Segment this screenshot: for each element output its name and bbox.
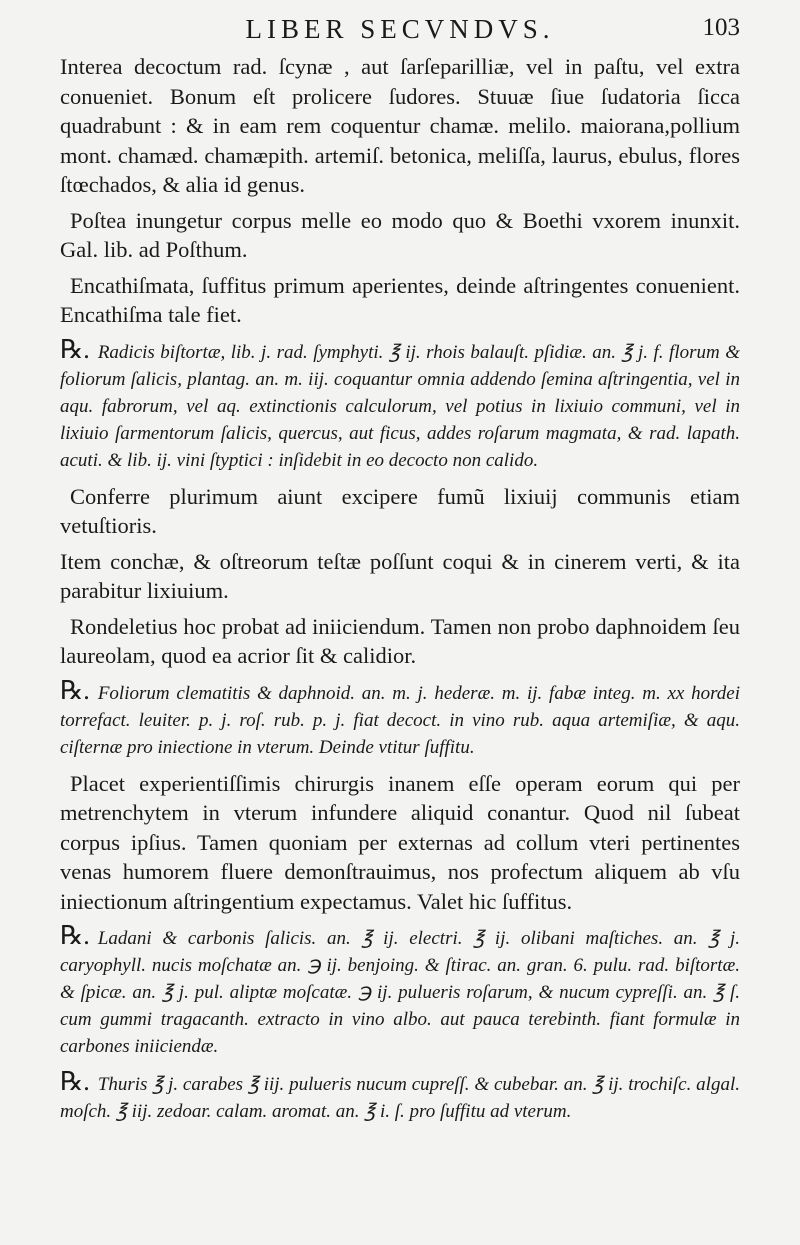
main-text	[60, 52, 740, 1133]
recipe	[60, 336, 740, 474]
paragraph	[60, 612, 740, 671]
paragraph-text: Item conchæ, & oſtreorum teſtæ poſſunt coqui & in cinerem verti, & ita parabitur lixiuium.	[60, 548, 740, 603]
paragraph	[60, 52, 740, 200]
page-header	[60, 14, 740, 50]
recipe-symbol: ℞.	[60, 334, 90, 364]
paragraph-text: Interea decoctum rad. ſcynæ , aut ſarſeparilliæ, vel in paſtu, vel extra conueniet. Bonum eſt prolicere ſudores. Stuuæ ſiue ſudatoria ſicca quadrabunt : & in eam rem coquentur chamæ. melilo. maiorana,pollium mont. chamæd. chamæpith. artemiſ. betonica, meliſſa, laurus, ebulus, flores ſtœchados, & alia id genus.	[60, 54, 740, 197]
paragraph-text: Poſtea inungetur corpus melle eo modo quo & Boethi vxorem inunxit. Gal. lib. ad Poſthum.	[60, 207, 740, 262]
paragraph-text: Encathiſmata, ſuffitus primum aperientes, deinde aſtringentes conuenient. Encathiſma tale fiet.	[60, 272, 740, 327]
recipe-symbol: ℞.	[60, 675, 90, 705]
recipe-symbol: ℞.	[60, 921, 90, 950]
recipe-text: Thuris ℥ j. carabes ℥ iij. pulueris nucum cupreſſ. & cubebar. an. ℥ ij. trochiſc. algal. moſch. ℥ iij. zedoar. calam. aromat. an. ℥ i. ſ. pro ſuffitu ad vterum.	[60, 1074, 740, 1122]
running-head: LIBER SECVNDVS.	[245, 14, 555, 44]
page-number: 103	[702, 14, 740, 41]
paragraph	[60, 206, 740, 265]
recipe-text: Radicis biſtortæ, lib. j. rad. ſymphyti. ℥ ij. rhois balauſt. pſidiæ. an. ℥ j. f. florum & foliorum ſalicis, plantag. an. m. iij. coquantur omnia addendo ſemina aſtringentia, vel in aqu. fabrorum, vel aq. extinctionis calculorum, vel potius in lixiuio communi, vel in lixiuio ſarmentorum ſalicis, quercus, aut ficus, addes roſarum magmata, & rad. lapath. acuti. & lib. ij. vini ſtyptici : inſidebit in eo decocto non calido.	[60, 341, 740, 471]
recipe	[60, 677, 740, 761]
paragraph	[60, 547, 740, 606]
paragraph	[60, 271, 740, 330]
paragraph-text: Conferre plurimum aiunt excipere fumũ lixiuij communis etiam vetuſtioris.	[60, 483, 740, 538]
paragraph	[60, 482, 740, 541]
recipe-text: Ladani & carbonis ſalicis. an. ℥ ij. electri. ℥ ij. olibani maſtiches. an. ℥ j. caryophyll. nucis moſchatæ an. ℈ ij. benjoing. & ſtirac. an. gran. 6. pulu. rad. biſtortæ. & ſpicæ. an. ℥ j. pul. aliptæ moſcatæ. ℈ ij. pulueris roſarum, & nucum cypreſſi. an. ℥ ſ. cum gummi tragacanth. extracto in vino albo. aut pauca terebinth. fiant formulæ in carbones iniiciendæ.	[60, 928, 740, 1057]
paragraph	[60, 769, 740, 917]
recipe	[60, 922, 740, 1060]
paragraph-text: Rondeletius hoc probat ad iniiciendum. Tamen non probo daphnoidem ſeu laureolam, quod ea acrior ſit & calidior.	[60, 613, 740, 668]
recipe-symbol: ℞.	[60, 1067, 90, 1096]
paragraph-text: Placet experientiſſimis chirurgis inanem eſſe operam eorum qui per metrenchytem in vterum infundere aliquid conantur. Quod nil ſubeat corpus ipſius. Tamen quoniam per externas ad collum vteri pertinentes venas humorem fluere demonſtrauimus, nos profectum aliquem ab vſu iniectionum aſtringentium expectamus. Valet hic ſuffitus.	[60, 770, 740, 914]
recipe-text: Foliorum clematitis & daphnoid. an. m. j. hederæ. m. ij. fabæ integ. m. xx hordei torrefact. leuiter. p. j. roſ. rub. p. j. fiat decoct. in vino rub. aqua artemiſiæ, & aqu. ciſternæ pro iniectione in vterum. Deinde vtitur ſuffitu.	[60, 682, 740, 758]
recipe	[60, 1068, 740, 1125]
